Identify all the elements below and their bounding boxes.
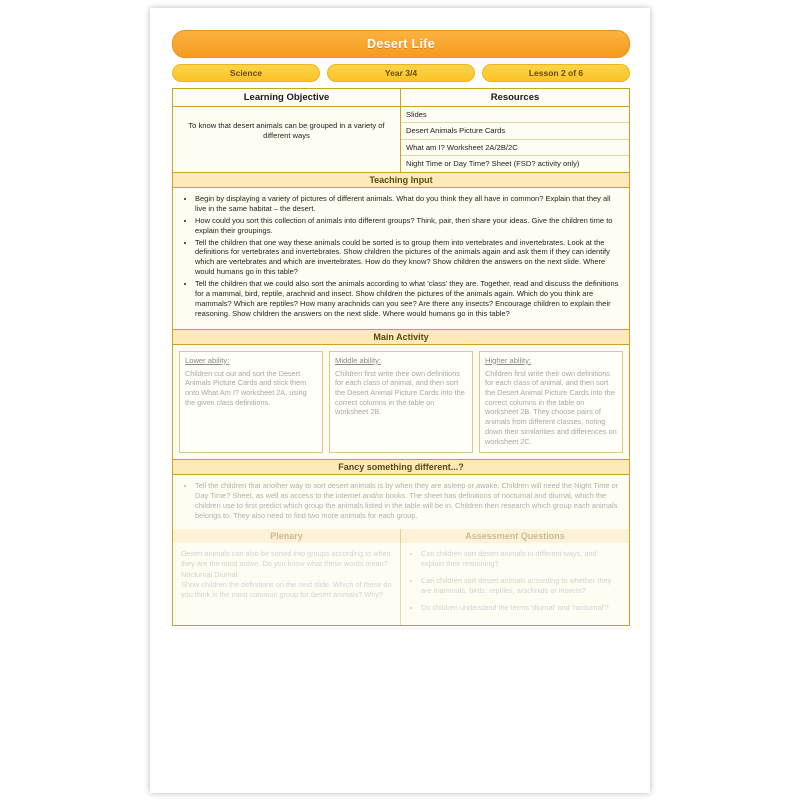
list-item: • Can children sort desert animals in different ways, and explain their reasoning? xyxy=(421,549,621,569)
year-pill: Year 3/4 xyxy=(327,64,475,82)
plenary-outro: Show children the definitions on the next slide. Which of these do you think is the most common group for desert animals? Why? xyxy=(181,579,392,599)
middle-ability-text: Children first write their own definitions for each class of animal, and then sort the Desert Animal Picture Cards into the correct columns in the table on worksheet 2B. xyxy=(335,368,465,417)
fancy-something-different-header: Fancy something different...? xyxy=(173,459,629,475)
list-item: What am I? Worksheet 2A/2B/2C xyxy=(401,140,629,156)
lower-ability-heading: Lower ability: xyxy=(185,355,230,365)
assessment-column xyxy=(401,543,629,625)
list-item: • Do children understand the terms 'diurnal' and 'nocturnal'? xyxy=(421,603,621,613)
higher-ability-box xyxy=(479,351,623,454)
assessment-questions-header: Assessment Questions xyxy=(401,529,629,543)
resources-list xyxy=(401,107,629,172)
higher-ability-text: Children first write their own definitions for each class of animal, and then sort the Desert Animal Picture Cards into the correct columns in the table on worksheet 2B. They choose pairs of animals from different classes, noting down their similarities and differences on worksheet 2C. xyxy=(485,368,617,446)
list-item: • Tell the children that we could also sort the animals according to what 'class' they are. Together, read and discuss the definitions for a mammal, bird, reptile, arachnid and insect. Show children the pictures of the animals again. Which do you think are mammals? Which are reptiles? How many arachnids can you see? Are there any insects? Encourage children to explain their reasoning. Show children the answers on the next slide. Where would humans go in this table? xyxy=(195,279,619,319)
higher-ability-heading: Higher ability: xyxy=(485,355,532,365)
middle-ability-heading: Middle ability: xyxy=(335,355,382,365)
plenary-assessment-body-row xyxy=(173,543,629,625)
list-item: • Tell the children that one way these animals could be sorted is to group them into vertebrates and invertebrates. Look at the definitions for vertebrates and invertebrates. Show children the pictures of the animals again and ask them if they can identify which are vertebrates and which are invertebrates. How do they know? Show children the answers on the next slide. Where would humans go in this table? xyxy=(195,238,619,278)
assessment-questions-list xyxy=(409,549,621,612)
learning-objective-text: To know that desert animals can be grouped in a variety of different ways xyxy=(188,121,385,141)
teaching-input-header: Teaching Input xyxy=(173,172,629,188)
lower-ability-box xyxy=(179,351,323,454)
plenary-column xyxy=(173,543,401,625)
list-item: • Begin by displaying a variety of pictures of different animals. What do you think they all have in common? Explain that they all live in the same habitat – the desert. xyxy=(195,194,619,214)
resources-column xyxy=(401,89,629,172)
list-item: • Can children sort desert animals according to whether they are mammals, birds, reptiles, arachnids or insects? xyxy=(421,576,621,596)
learning-objective-column xyxy=(173,89,401,172)
list-item: Night Time or Day Time? Sheet (FSD? activity only) xyxy=(406,159,580,169)
meta-pill-row xyxy=(172,64,630,82)
list-item: Slides xyxy=(401,107,629,123)
plenary-intro: Desert animals can also be sorted into groups according to when they are the most active. Do you know what these words mean? xyxy=(181,549,391,569)
teaching-input-bullets xyxy=(173,188,629,329)
subject-pill: Science xyxy=(172,64,320,82)
plenary-assessment-header-row xyxy=(173,529,629,543)
fancy-something-different-body xyxy=(173,475,629,529)
lesson-table xyxy=(172,88,630,626)
objective-resources-row xyxy=(173,89,629,172)
lesson-plan-content xyxy=(172,30,630,626)
list-item: Desert Animals Picture Cards xyxy=(401,123,629,139)
lower-ability-text: Children cut out and sort the Desert Animals Picture Cards and stick them onto What Am I? worksheet 2A, using the given class definitions. xyxy=(185,368,307,407)
main-activity-columns xyxy=(173,345,629,460)
main-activity-header: Main Activity xyxy=(173,329,629,345)
list-item: • Tell the children that another way to sort desert animals is by when they are asleep or awake. Children will need the Night Time or Day Time? Sheet, as well as access to the internet and/or books. The sheet has definitions of nocturnal and diurnal, which the children use to first predict which group the animals listed in the table will be in. Children then research which group each animals belongs to. They also need to find two more animals for each group. xyxy=(195,481,619,521)
list-item: • How could you sort this collection of animals into different groups? Think, pair, then share your ideas. Give the children time to explain their groupings. xyxy=(195,216,619,236)
plenary-header: Plenary xyxy=(173,529,401,543)
resources-header: Resources xyxy=(401,89,629,107)
page-title: Desert Life xyxy=(172,30,630,58)
plenary-terms: Nocturnal Diurnal xyxy=(181,569,238,579)
lesson-pill: Lesson 2 of 6 xyxy=(482,64,630,82)
learning-objective-header: Learning Objective xyxy=(173,89,400,107)
middle-ability-box xyxy=(329,351,473,454)
